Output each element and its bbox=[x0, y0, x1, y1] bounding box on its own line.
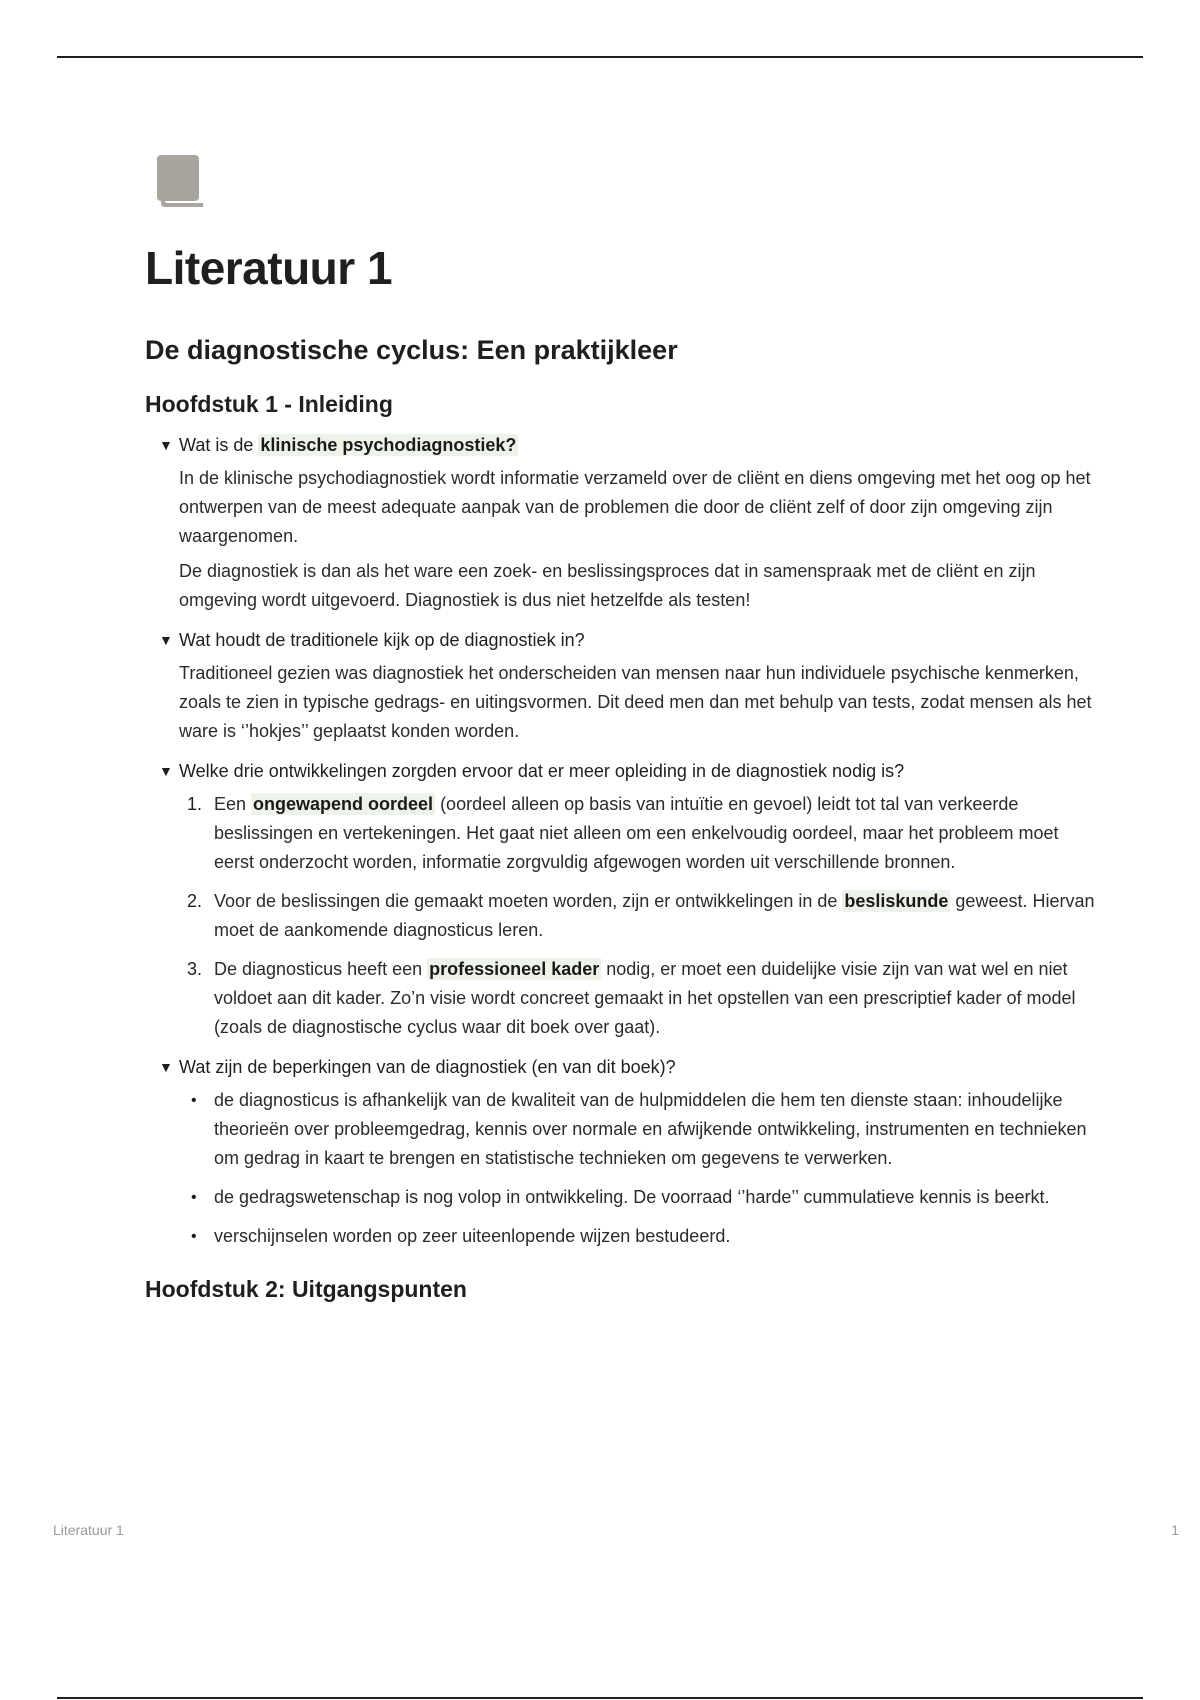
list-item bbox=[179, 887, 1095, 945]
item-text: verschijnselen worden op zeer uiteenlopende wijzen bestudeerd. bbox=[214, 1226, 731, 1246]
toggle-header[interactable] bbox=[159, 756, 1095, 786]
highlighted-term: besliskunde bbox=[844, 891, 949, 911]
list-item bbox=[179, 955, 1095, 1042]
toggle-block bbox=[159, 430, 1095, 615]
list-item bbox=[179, 1183, 1095, 1212]
toggle-header[interactable] bbox=[159, 430, 1095, 460]
toggle-block bbox=[159, 1052, 1095, 1251]
item-text: nodig, er moet een duidelijke visie zijn van wat wel en niet voldoet aan dit kader. Zo’n visie wordt concreet gemaakt in het opstellen van een prescriptief kader of model (zoals de diagnostische cyclus waar dit boek over gaat). bbox=[214, 959, 1076, 1037]
list-number: 2. bbox=[187, 891, 203, 911]
page-title: Literatuur 1 bbox=[145, 242, 393, 294]
chapter-2-heading: Hoofdstuk 2: Uitgangspunten bbox=[145, 1276, 467, 1302]
item-text: geweest. Hiervan moet de aankomende diagnosticus leren. bbox=[214, 891, 1095, 940]
list-number: 3. bbox=[187, 959, 203, 979]
toggle-block bbox=[159, 625, 1095, 746]
item-text: Een bbox=[214, 794, 252, 814]
chapter-1-heading: Hoofdstuk 1 - Inleiding bbox=[145, 391, 393, 417]
page-content bbox=[145, 230, 1095, 1305]
bullet-icon: • bbox=[191, 1189, 197, 1206]
toggle-header[interactable] bbox=[159, 625, 1095, 655]
toggle-question: Wat zijn de beperkingen van de diagnostiek (en van dit boek)? bbox=[179, 1057, 676, 1077]
item-text: de gedragswetenschap is nog volop in ontwikkeling. De voorraad ‘’harde’’ cummulatieve kennis is beerkt. bbox=[214, 1187, 1050, 1207]
highlighted-term: klinische psychodiagnostiek? bbox=[260, 435, 517, 455]
footer-page-number: 1 bbox=[1171, 1522, 1179, 1538]
bottom-rule bbox=[57, 1697, 1143, 1699]
toggle-question: Wat houdt de traditionele kijk op de diagnostiek in? bbox=[179, 630, 585, 650]
paragraph: In de klinische psychodiagnostiek wordt informatie verzameld over de cliënt en diens omgeving met het oog op het ontwerpen van de meest adequate aanpak van de problemen die door de cliënt zelf of door zijn omgeving zijn waargenomen. bbox=[179, 468, 1091, 546]
list-item bbox=[179, 790, 1095, 877]
bullet-icon: • bbox=[191, 1228, 197, 1245]
triangle-down-icon[interactable]: ▼ bbox=[159, 763, 173, 779]
toggle-block bbox=[159, 756, 1095, 1042]
list-number: 1. bbox=[187, 794, 203, 814]
item-text: De diagnosticus heeft een bbox=[214, 959, 428, 979]
footer-document-title: Literatuur 1 bbox=[53, 1522, 124, 1538]
book-pages-icon bbox=[155, 153, 209, 209]
toggle-body bbox=[179, 1086, 1095, 1251]
list-item bbox=[179, 1086, 1095, 1173]
bullet-list bbox=[179, 1086, 1095, 1251]
triangle-down-icon[interactable]: ▼ bbox=[159, 437, 173, 453]
item-text: Voor de beslissingen die gemaakt moeten worden, zijn er ontwikkelingen in de bbox=[214, 891, 843, 911]
toggle-body bbox=[179, 659, 1095, 746]
highlighted-term: ongewapend oordeel bbox=[253, 794, 434, 814]
top-rule bbox=[57, 56, 1143, 58]
toggle-question: Welke drie ontwikkelingen zorgden ervoor dat er meer opleiding in de diagnostiek nodig is? bbox=[179, 761, 905, 781]
item-text: de diagnosticus is afhankelijk van de kwaliteit van de hulpmiddelen die hem ten dienste staan: inhoudelijke theorieën over probleemgedrag, kennis over normale en afwijkende ontwikkeling, instrumenten en technieken om gedrag in kaart te brengen en statistische technieken om gegevens te verwerken. bbox=[214, 1090, 1087, 1168]
book-heading: De diagnostische cyclus: Een praktijkleer bbox=[145, 335, 678, 365]
numbered-list bbox=[179, 790, 1095, 1042]
toggle-body bbox=[179, 464, 1095, 615]
bullet-icon: • bbox=[191, 1092, 197, 1109]
triangle-down-icon[interactable]: ▼ bbox=[159, 1059, 173, 1075]
triangle-down-icon[interactable]: ▼ bbox=[159, 632, 173, 648]
paragraph: De diagnostiek is dan als het ware een zoek- en beslissingsproces dat in samenspraak met de cliënt en zijn omgeving wordt uitgevoerd. Diagnostiek is dus niet hetzelfde als testen! bbox=[179, 561, 1036, 610]
toggle-header[interactable] bbox=[159, 1052, 1095, 1082]
highlighted-term: professioneel kader bbox=[429, 959, 600, 979]
list-item bbox=[179, 1222, 1095, 1251]
toggle-question bbox=[179, 430, 518, 460]
toggle-body bbox=[179, 790, 1095, 1042]
paragraph: Traditioneel gezien was diagnostiek het onderscheiden van mensen naar hun individuele psychische kenmerken, zoals te zien in typische gedrags- en uitingsvormen. Dit deed men dan met behulp van tests, zodat mensen als het ware is ‘’hokjes’’ geplaatst konden worden. bbox=[179, 663, 1092, 741]
item-text: (oordeel alleen op basis van intuïtie en gevoel) leidt tot tal van verkeerde beslissingen en vertekeningen. Het gaat niet alleen om een enkelvoudig oordeel, maar het probleem moet eerst onderzocht worden, informatie zorgvuldig afgewogen worden uit verschillende bronnen. bbox=[214, 794, 1059, 872]
question-text: Wat is de bbox=[179, 435, 259, 455]
